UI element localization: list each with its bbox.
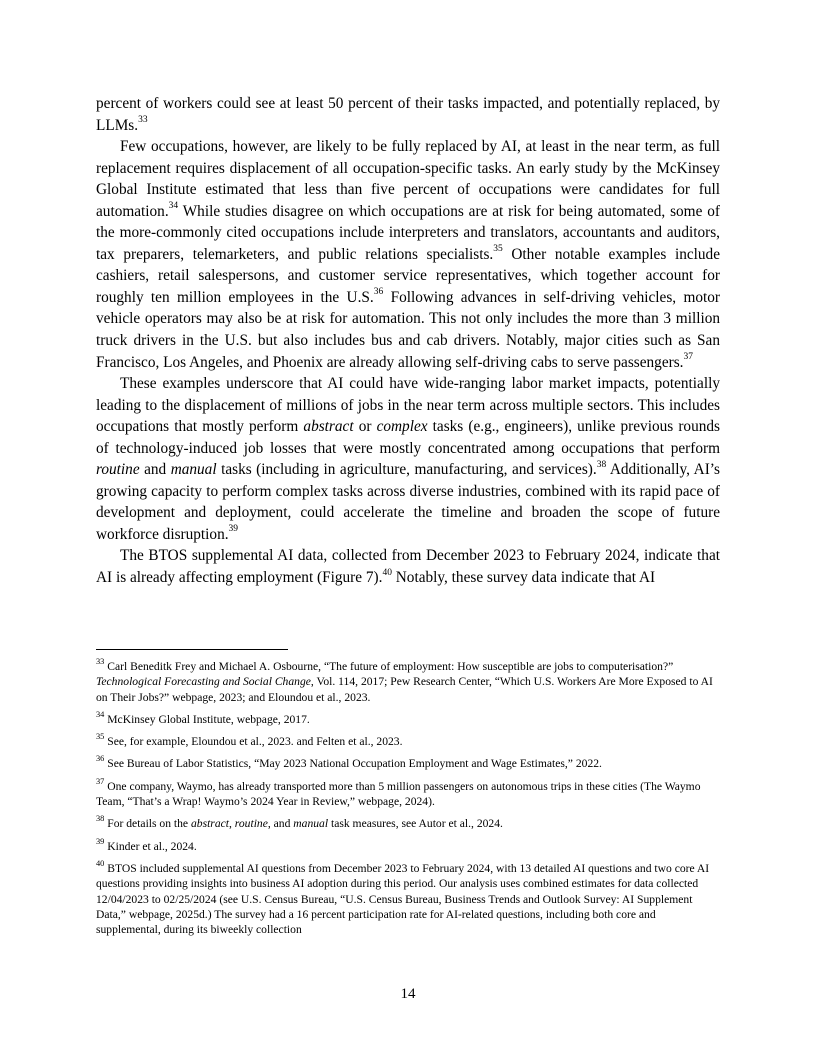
footnote-text: For details on the (107, 817, 191, 831)
paragraph-text: tasks (e.g., engineers), unlike previous rounds of technology-induced job losses that were mostly concentrated among occupations that perform (96, 418, 720, 457)
footnote-number: 34 (96, 709, 105, 719)
footnote-separator (96, 649, 288, 650)
paragraph-3 (96, 373, 720, 545)
footnote-ref[interactable]: 38 (596, 459, 607, 470)
footnote-number: 40 (96, 858, 105, 868)
footnote-38 (96, 816, 720, 831)
emphasis-term: abstract (303, 418, 354, 436)
paragraph-text: Additionally, AI’s growing capacity to perform complex tasks across diverse industries, combined with its rapid pace of development and deployment, could accelerate the timeline and broaden the scope of future workforce disruption. (96, 461, 720, 543)
footnote-39 (96, 836, 720, 854)
paragraph-text: Few occupations, however, are likely to be fully replaced by AI, at least in the near term, as full replacement requires displacement of all occupation-specific tasks. An early study by the McKinsey Global Institute estimated that less than five percent of occupations were candidates for full automation. (96, 138, 720, 220)
emphasis-term: routine (96, 461, 140, 479)
footnote-ref[interactable]: 35 (493, 244, 503, 255)
emphasis-term: complex (376, 418, 428, 436)
emphasis-term: routine (234, 817, 268, 831)
paragraph-text: or (353, 418, 377, 436)
footnote-text: Carl Beneditk Frey and Michael A. Osbourne, “The future of employment: How susceptible are jobs to computerisation?” (107, 660, 674, 673)
footnote-number: 36 (96, 754, 105, 764)
journal-title: Technological Forecasting and Social Change (96, 675, 311, 689)
footnote-number: 38 (96, 814, 105, 824)
paragraph-text: tasks (including in agriculture, manufacturing, and services). (216, 461, 597, 479)
footnote-ref[interactable]: 34 (168, 201, 179, 212)
footnote-text: One company, Waymo, has already transported more than 5 million passengers on autonomous trips in these cities (The Waymo Team, “That’s a Wrap! Waymo’s 2024 Year in Review,” webpage, 2024). (96, 779, 701, 809)
paragraph-text: Other notable examples include cashiers, retail salespersons, and customer service representatives, which together account for roughly ten million employees in the U.S. (96, 245, 720, 306)
paragraph-text: While studies disagree on which occupations are at risk for being automated, some of the more-commonly cited occupations include interpreters and translators, accountants and auditors, tax preparers, telemarketers, and public relations specialists. (96, 202, 720, 263)
footnotes (96, 656, 720, 944)
emphasis-term: manual (170, 461, 217, 479)
footnote-number: 37 (96, 776, 105, 786)
paragraph-text: and (139, 461, 171, 479)
paragraph-text: percent of workers could see at least 50 percent of their tasks impacted, and potentially replaced, by LLMs. (96, 95, 720, 134)
page-number: 14 (400, 986, 416, 1002)
emphasis-term: abstract (190, 817, 229, 831)
footnote-text: , Vol. 114, 2017; Pew Research Center, “Which U.S. Workers Are More Exposed to AI on Their Jobs?” webpage, 2023; and Eloundou et al., 2023. (96, 675, 713, 704)
paragraph-text: The BTOS supplemental AI data, collected from December 2023 to February 2024, indicate that AI is already affecting employment (Figure 7). (96, 547, 720, 587)
footnote-number: 33 (96, 656, 105, 666)
footnote-text: , (229, 817, 235, 831)
paragraph-text: Following advances in self-driving vehicles, motor vehicle operators may also be at risk for automation. This not only includes the more than 3 million truck drivers in the U.S. but also includes bus and cab drivers. Notably, major cities such as San Francisco, Los Angeles, and Phoenix are already allowing self-driving cabs to serve passengers. (96, 288, 720, 371)
footnote-ref[interactable]: 36 (373, 287, 384, 298)
footnote-ref[interactable]: 37 (683, 352, 693, 363)
paragraph-text: Notably, these survey data indicate that AI (391, 569, 656, 587)
emphasis-term: manual (293, 817, 329, 831)
footnote-ref[interactable]: 39 (228, 524, 239, 535)
paragraph-text: These examples underscore that AI could have wide-ranging labor market impacts, potentially leading to the displacement of millions of jobs in the near term across multiple sectors. This includes occupations that mostly perform (96, 375, 720, 436)
paragraph-2 (96, 136, 720, 373)
footnote-37 (96, 776, 720, 810)
footnote-34 (96, 709, 720, 727)
body-text (96, 93, 720, 589)
paragraph-1 (96, 93, 720, 136)
footnote-text: Kinder et al., 2024. (107, 839, 197, 853)
footnote-number: 35 (96, 732, 105, 742)
footnote-text: BTOS included supplemental AI questions from December 2023 to February 2024, with 13 detailed AI questions and two core AI questions providing insights into business AI adoption during this period. Our analysis uses combined estimates for data collected 12/04/2023 to 02/25/2024 (see U.S. Census Bureau, “U.S. Census Bureau, Business Trends and Outlook Survey: AI Supplement Data,” webpage, 2025d.) The survey had a 16 percent participation rate for AI-related questions, including both core and supplemental, during its biweekly collection (96, 861, 710, 937)
footnote-35 (96, 734, 720, 749)
footnote-text: McKinsey Global Institute, webpage, 2017. (107, 712, 310, 726)
footnote-number: 39 (96, 836, 105, 846)
footnote-text: task measures, see Autor et al., 2024. (328, 817, 503, 831)
paragraph-4 (96, 545, 720, 588)
footnote-text: See Bureau of Labor Statistics, “May 2023 National Occupation Employment and Wage Estimates,” 2022. (107, 757, 602, 771)
footnote-text: See, for example, Eloundou et al., 2023. and Felten et al., 2023. (107, 735, 403, 749)
footnote-33 (96, 656, 720, 705)
footnote-ref[interactable]: 40 (382, 567, 392, 578)
footnote-text: , and (267, 817, 294, 831)
footnote-40 (96, 858, 720, 937)
footnote-36 (96, 756, 720, 771)
footnote-ref[interactable]: 33 (138, 115, 148, 126)
